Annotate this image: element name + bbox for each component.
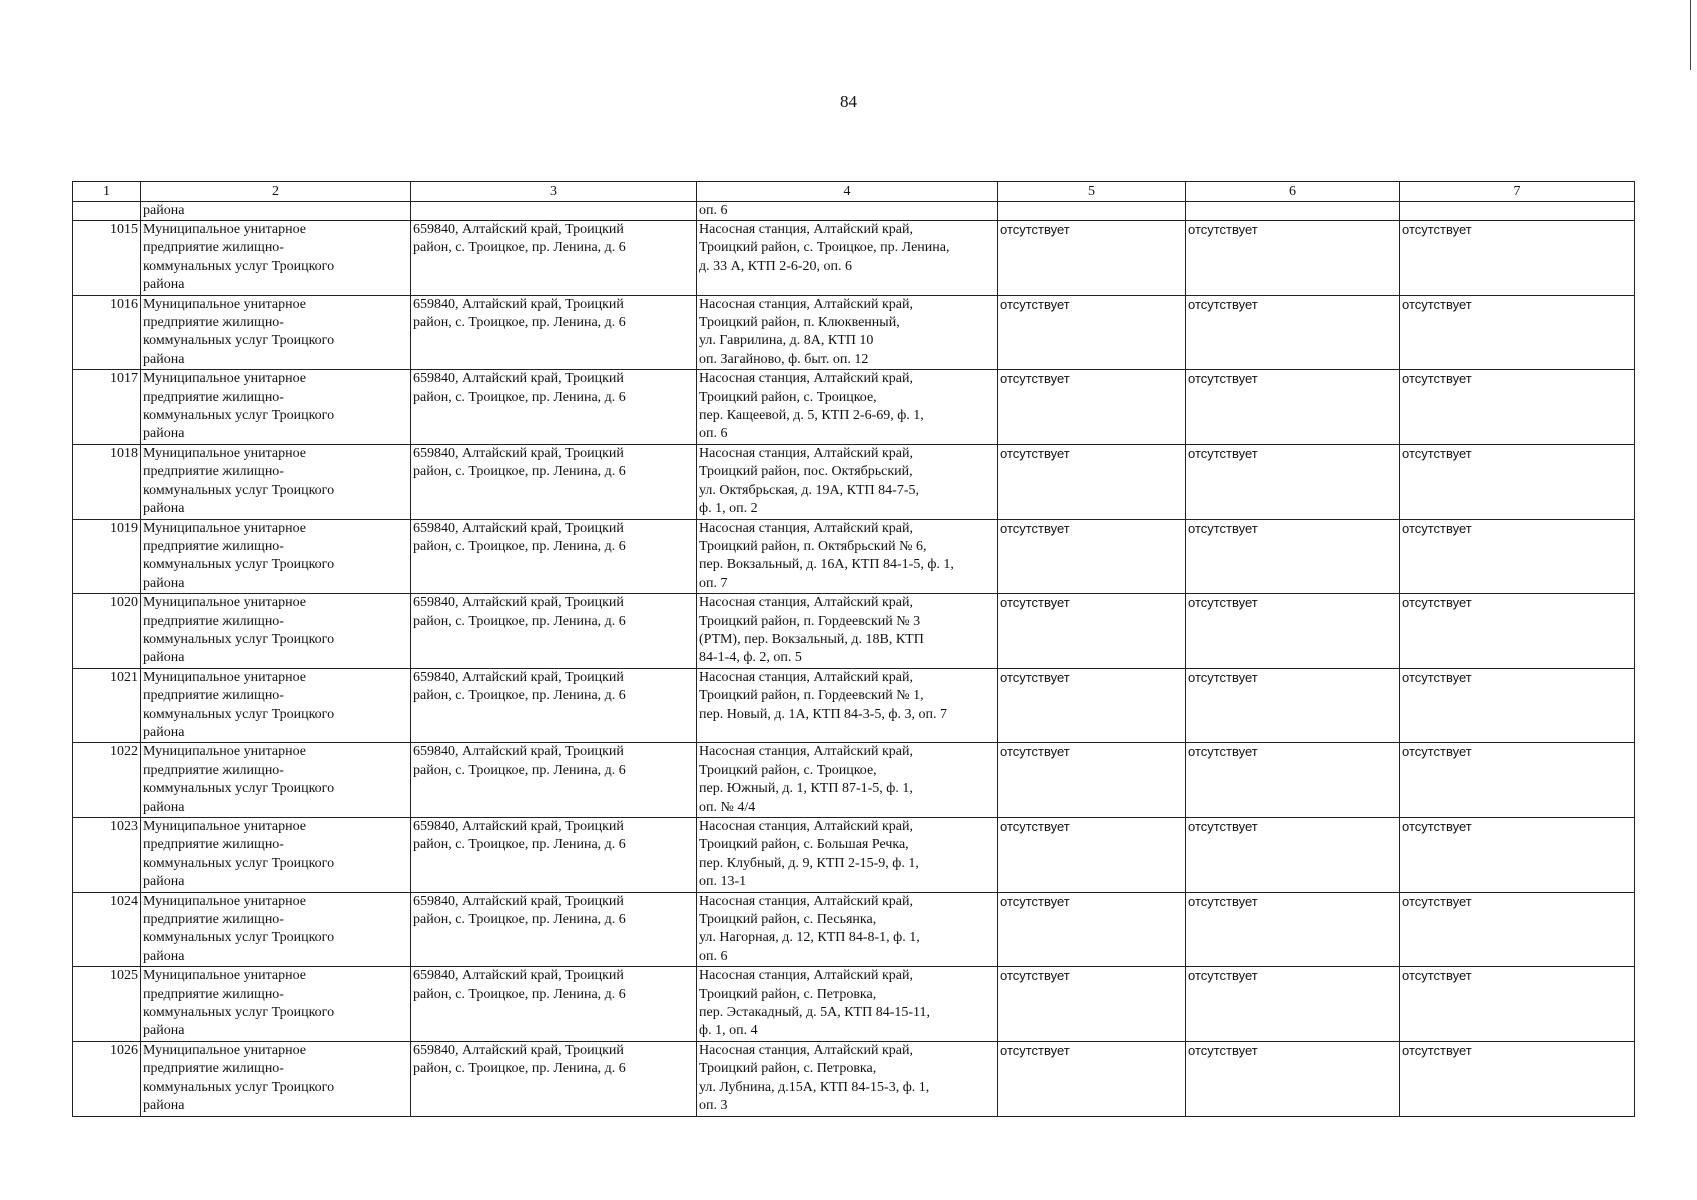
cell-line: предприятие жилищно-: [143, 837, 284, 853]
organization-cell: района: [141, 202, 411, 221]
status-cell: отсутствует: [1186, 370, 1400, 445]
cell-line: 659840, Алтайский край, Троицкий: [413, 1042, 624, 1058]
status-cell: отсутствует: [1186, 892, 1400, 967]
object-cell: [697, 1041, 998, 1116]
table-row: [73, 594, 1635, 669]
cell-line: район, с. Троицкое, пр. Ленина, д. 6: [413, 688, 626, 704]
cell-line: предприятие жилищно-: [143, 1061, 284, 1077]
scan-edge-line: [1690, 0, 1691, 70]
cell-line: коммунальных услуг Троицкого: [143, 258, 335, 274]
status-cell: отсутствует: [998, 668, 1186, 743]
cell-line: коммунальных услуг Троицкого: [143, 1079, 335, 1095]
column-number-header: 5: [998, 182, 1186, 202]
cell-line: район, с. Троицкое, пр. Ленина, д. 6: [413, 837, 626, 853]
status-cell: [998, 202, 1186, 221]
table-row: [73, 295, 1635, 370]
cell-line: 659840, Алтайский край, Троицкий: [413, 819, 624, 834]
status-cell: отсутствует: [1400, 295, 1635, 370]
address-cell: [411, 221, 697, 296]
organization-cell: [141, 1041, 411, 1116]
cell-line: Троицкий район, п. Гордеевский № 3: [699, 613, 921, 629]
status-cell: отсутствует: [1186, 818, 1400, 893]
status-cell: отсутствует: [1400, 444, 1635, 519]
cell-line: предприятие жилищно-: [143, 315, 284, 331]
status-cell: отсутствует: [998, 444, 1186, 519]
status-cell: отсутствует: [1186, 221, 1400, 296]
cell-line: ул. Гаврилина, д. 8А, КТП 10: [699, 333, 874, 349]
status-cell: отсутствует: [998, 967, 1186, 1042]
cell-line: 659840, Алтайский край, Троицкий: [413, 893, 624, 909]
cell-line: предприятие жилищно-: [143, 464, 284, 480]
cell-line: 659840, Алтайский край, Троицкий: [413, 744, 624, 760]
cell-line: оп. № 4/4: [699, 799, 756, 815]
cell-line: предприятие жилищно-: [143, 240, 284, 256]
status-cell: отсутствует: [1400, 743, 1635, 818]
status-cell: отсутствует: [1186, 743, 1400, 818]
cell-line: коммунальных услуг Троицкого: [143, 408, 335, 424]
address-cell: [411, 594, 697, 669]
address-cell: [411, 743, 697, 818]
organization-cell: [141, 743, 411, 818]
object-cell: [697, 743, 998, 818]
cell-line: района: [143, 351, 185, 367]
cell-line: Насосная станция, Алтайский край,: [699, 595, 913, 611]
cell-line: Насосная станция, Алтайский край,: [699, 819, 913, 834]
cell-line: район, с. Троицкое, пр. Ленина, д. 6: [413, 538, 626, 554]
cell-line: Насосная станция, Алтайский край,: [699, 520, 913, 536]
object-cell: [697, 221, 998, 296]
cell-line: коммунальных услуг Троицкого: [143, 333, 335, 349]
column-number-header: 2: [141, 182, 411, 202]
cell-line: Насосная станция, Алтайский край,: [699, 222, 913, 237]
status-cell: отсутствует: [1400, 1041, 1635, 1116]
cell-line: района: [143, 1023, 185, 1039]
row-number-cell: 1018: [73, 444, 141, 519]
cell-line: ул. Нагорная, д. 12, КТП 84-8-1, ф. 1,: [699, 930, 920, 946]
address-cell: [411, 1041, 697, 1116]
cell-line: района: [143, 575, 185, 591]
cell-line: 659840, Алтайский край, Троицкий: [413, 595, 624, 611]
cell-line: коммунальных услуг Троицкого: [143, 557, 335, 573]
cell-line: оп. 3: [699, 1098, 728, 1114]
organization-cell: [141, 594, 411, 669]
row-number-cell: 1016: [73, 295, 141, 370]
row-number-cell: [73, 202, 141, 221]
cell-line: 659840, Алтайский край, Троицкий: [413, 222, 624, 237]
status-cell: отсутствует: [1400, 967, 1635, 1042]
cell-line: Троицкий район, п. Октябрьский № 6,: [699, 538, 927, 554]
cell-line: Насосная станция, Алтайский край,: [699, 669, 913, 685]
cell-line: Муниципальное унитарное: [143, 445, 307, 461]
cell-line: предприятие жилищно-: [143, 986, 284, 1002]
table-row: [73, 1041, 1635, 1116]
cell-line: Насосная станция, Алтайский край,: [699, 744, 913, 760]
cell-line: 659840, Алтайский край, Троицкий: [413, 371, 624, 387]
column-number-header: 7: [1400, 182, 1635, 202]
status-cell: отсутствует: [998, 818, 1186, 893]
status-cell: отсутствует: [1186, 1041, 1400, 1116]
cell-line: Муниципальное унитарное: [143, 595, 307, 611]
cell-line: оп. 6: [699, 426, 728, 442]
row-number-cell: 1025: [73, 967, 141, 1042]
status-cell: отсутствует: [1400, 519, 1635, 594]
table-row: [73, 221, 1635, 296]
row-number-cell: 1023: [73, 818, 141, 893]
continuation-row: [73, 202, 1635, 221]
cell-line: предприятие жилищно-: [143, 912, 284, 928]
object-cell: [697, 370, 998, 445]
column-number-header: 1: [73, 182, 141, 202]
address-cell: [411, 519, 697, 594]
object-cell: [697, 892, 998, 967]
organization-cell: [141, 370, 411, 445]
row-number-cell: 1020: [73, 594, 141, 669]
cell-line: 659840, Алтайский край, Троицкий: [413, 445, 624, 461]
address-cell: [411, 295, 697, 370]
row-number-cell: 1017: [73, 370, 141, 445]
column-number-header: 6: [1186, 182, 1400, 202]
cell-line: ф. 1, оп. 2: [699, 501, 758, 517]
table-row: [73, 370, 1635, 445]
cell-line: ул. Лубнина, д.15А, КТП 84-15-3, ф. 1,: [699, 1079, 930, 1095]
page-number: 84: [840, 92, 857, 111]
row-number-cell: 1021: [73, 668, 141, 743]
cell-line: Троицкий район, с. Петровка,: [699, 1061, 877, 1077]
cell-line: Насосная станция, Алтайский край,: [699, 296, 913, 312]
address-cell: [411, 668, 697, 743]
status-cell: отсутствует: [998, 370, 1186, 445]
status-cell: отсутствует: [998, 892, 1186, 967]
cell-line: района: [143, 799, 185, 815]
cell-line: Муниципальное унитарное: [143, 1042, 307, 1058]
table-row: [73, 519, 1635, 594]
cell-line: район, с. Троицкое, пр. Ленина, д. 6: [413, 986, 626, 1002]
cell-line: оп. 7: [699, 575, 728, 591]
cell-line: оп. 13-1: [699, 874, 747, 890]
cell-line: Насосная станция, Алтайский край,: [699, 968, 913, 984]
cell-line: 659840, Алтайский край, Троицкий: [413, 968, 624, 984]
status-cell: отсутствует: [998, 295, 1186, 370]
cell-line: предприятие жилищно-: [143, 613, 284, 629]
cell-line: предприятие жилищно-: [143, 762, 284, 778]
cell-line: 84-1-4, ф. 2, оп. 5: [699, 650, 802, 666]
organization-cell: [141, 221, 411, 296]
cell-line: пер. Южный, д. 1, КТП 87-1-5, ф. 1,: [699, 781, 913, 797]
cell-line: Троицкий район, п. Клюквенный,: [699, 315, 900, 331]
status-cell: отсутствует: [1400, 594, 1635, 669]
cell-line: коммунальных услуг Троицкого: [143, 1005, 335, 1021]
cell-line: района: [143, 277, 185, 293]
status-cell: отсутствует: [1400, 370, 1635, 445]
cell-line: Троицкий район, с. Троицкое,: [699, 762, 877, 778]
cell-line: района: [143, 501, 185, 517]
object-cell: [697, 295, 998, 370]
status-cell: отсутствует: [1186, 967, 1400, 1042]
cell-line: Троицкий район, с. Песьянка,: [699, 912, 877, 928]
row-number-cell: 1024: [73, 892, 141, 967]
column-number-header: 4: [697, 182, 998, 202]
table-row: [73, 818, 1635, 893]
organization-cell: [141, 444, 411, 519]
row-number-cell: 1019: [73, 519, 141, 594]
row-number-cell: 1015: [73, 221, 141, 296]
status-cell: отсутствует: [1186, 668, 1400, 743]
object-cell: [697, 594, 998, 669]
address-cell: [411, 892, 697, 967]
address-cell: [411, 818, 697, 893]
cell-line: д. 33 А, КТП 2-6-20, оп. 6: [699, 258, 853, 274]
cell-line: оп. Загайново, ф. быт. оп. 12: [699, 351, 869, 367]
status-cell: отсутствует: [1186, 295, 1400, 370]
cell-line: Троицкий район, с. Большая Речка,: [699, 837, 909, 853]
cell-line: пер. Вокзальный, д. 16А, КТП 84-1-5, ф. 1,: [699, 557, 954, 573]
column-number-header-row: [73, 182, 1635, 202]
organization-cell: [141, 295, 411, 370]
status-cell: отсутствует: [1186, 519, 1400, 594]
object-cell: [697, 818, 998, 893]
status-cell: [1400, 202, 1635, 221]
cell-line: района: [143, 724, 185, 740]
cell-line: Муниципальное унитарное: [143, 744, 307, 760]
status-cell: отсутствует: [998, 1041, 1186, 1116]
cell-line: Троицкий район, с. Троицкое,: [699, 389, 877, 405]
cell-line: коммунальных услуг Троицкого: [143, 482, 335, 498]
status-cell: отсутствует: [998, 743, 1186, 818]
cell-line: района: [143, 948, 185, 964]
cell-line: Насосная станция, Алтайский край,: [699, 893, 913, 909]
object-cell: оп. 6: [697, 202, 998, 221]
status-cell: отсутствует: [1400, 892, 1635, 967]
cell-line: коммунальных услуг Троицкого: [143, 631, 335, 647]
address-cell: [411, 444, 697, 519]
cell-line: район, с. Троицкое, пр. Ленина, д. 6: [413, 912, 626, 928]
cell-line: район, с. Троицкое, пр. Ленина, д. 6: [413, 1061, 626, 1077]
cell-line: 659840, Алтайский край, Троицкий: [413, 520, 624, 536]
cell-line: предприятие жилищно-: [143, 538, 284, 554]
status-cell: [1186, 202, 1400, 221]
cell-line: район, с. Троицкое, пр. Ленина, д. 6: [413, 762, 626, 778]
status-cell: отсутствует: [1186, 444, 1400, 519]
cell-line: Насосная станция, Алтайский край,: [699, 371, 913, 387]
cell-line: пер. Кащеевой, д. 5, КТП 2-6-69, ф. 1,: [699, 408, 924, 424]
cell-line: ул. Октябрьская, д. 19А, КТП 84-7-5,: [699, 482, 919, 498]
table-row: [73, 668, 1635, 743]
cell-line: 659840, Алтайский край, Троицкий: [413, 296, 624, 312]
cell-line: Насосная станция, Алтайский край,: [699, 445, 913, 461]
object-cell: [697, 668, 998, 743]
object-cell: [697, 967, 998, 1042]
table-row: [73, 892, 1635, 967]
row-number-cell: 1026: [73, 1041, 141, 1116]
object-cell: [697, 519, 998, 594]
cell-line: Муниципальное унитарное: [143, 819, 307, 834]
cell-line: Муниципальное унитарное: [143, 371, 307, 387]
cell-line: коммунальных услуг Троицкого: [143, 930, 335, 946]
cell-line: Муниципальное унитарное: [143, 222, 307, 237]
cell-line: Муниципальное унитарное: [143, 669, 307, 685]
organization-cell: [141, 967, 411, 1042]
cell-line: Троицкий район, с. Троицкое, пр. Ленина,: [699, 240, 950, 256]
cell-line: 659840, Алтайский край, Троицкий: [413, 669, 624, 685]
cell-line: Муниципальное унитарное: [143, 520, 307, 536]
status-cell: отсутствует: [998, 594, 1186, 669]
cell-line: коммунальных услуг Троицкого: [143, 706, 335, 722]
cell-line: коммунальных услуг Троицкого: [143, 781, 335, 797]
cell-line: предприятие жилищно-: [143, 688, 284, 704]
table-row: [73, 743, 1635, 818]
status-cell: отсутствует: [998, 221, 1186, 296]
status-cell: отсутствует: [998, 519, 1186, 594]
cell-line: пер. Клубный, д. 9, КТП 2-15-9, ф. 1,: [699, 855, 919, 871]
cell-line: (РТМ), пер. Вокзальный, д. 18В, КТП: [699, 631, 924, 647]
cell-line: района: [143, 1098, 185, 1114]
table-row: [73, 967, 1635, 1042]
cell-line: Троицкий район, п. Гордеевский № 1,: [699, 688, 924, 704]
cell-line: предприятие жилищно-: [143, 389, 284, 405]
address-cell: [411, 967, 697, 1042]
address-cell: [411, 202, 697, 221]
cell-line: района: [143, 650, 185, 666]
organization-cell: [141, 818, 411, 893]
cell-line: района: [143, 874, 185, 890]
cell-line: Насосная станция, Алтайский край,: [699, 1042, 913, 1058]
cell-line: район, с. Троицкое, пр. Ленина, д. 6: [413, 464, 626, 480]
status-cell: отсутствует: [1400, 818, 1635, 893]
cell-line: район, с. Троицкое, пр. Ленина, д. 6: [413, 613, 626, 629]
cell-line: район, с. Троицкое, пр. Ленина, д. 6: [413, 240, 626, 256]
address-cell: [411, 370, 697, 445]
cell-line: Муниципальное унитарное: [143, 968, 307, 984]
cell-line: Троицкий район, с. Петровка,: [699, 986, 877, 1002]
organization-cell: [141, 892, 411, 967]
cell-line: район, с. Троицкое, пр. Ленина, д. 6: [413, 315, 626, 331]
cell-line: оп. 6: [699, 948, 728, 964]
organization-cell: [141, 519, 411, 594]
cell-line: ф. 1, оп. 4: [699, 1023, 758, 1039]
row-number-cell: 1022: [73, 743, 141, 818]
status-cell: отсутствует: [1400, 221, 1635, 296]
organization-cell: [141, 668, 411, 743]
cell-line: района: [143, 426, 185, 442]
table-row: [73, 444, 1635, 519]
object-cell: [697, 444, 998, 519]
column-number-header: 3: [411, 182, 697, 202]
cell-line: Троицкий район, пос. Октябрьский,: [699, 464, 913, 480]
cell-line: район, с. Троицкое, пр. Ленина, д. 6: [413, 389, 626, 405]
cell-line: пер. Эстакадный, д. 5А, КТП 84-15-11,: [699, 1005, 931, 1021]
cell-line: пер. Новый, д. 1А, КТП 84-3-5, ф. 3, оп. 7: [699, 706, 947, 722]
status-cell: отсутствует: [1186, 594, 1400, 669]
cell-line: Муниципальное унитарное: [143, 893, 307, 909]
status-cell: отсутствует: [1400, 668, 1635, 743]
cell-line: Муниципальное унитарное: [143, 296, 307, 312]
registry-table: [72, 181, 1635, 1117]
cell-line: коммунальных услуг Троицкого: [143, 855, 335, 871]
